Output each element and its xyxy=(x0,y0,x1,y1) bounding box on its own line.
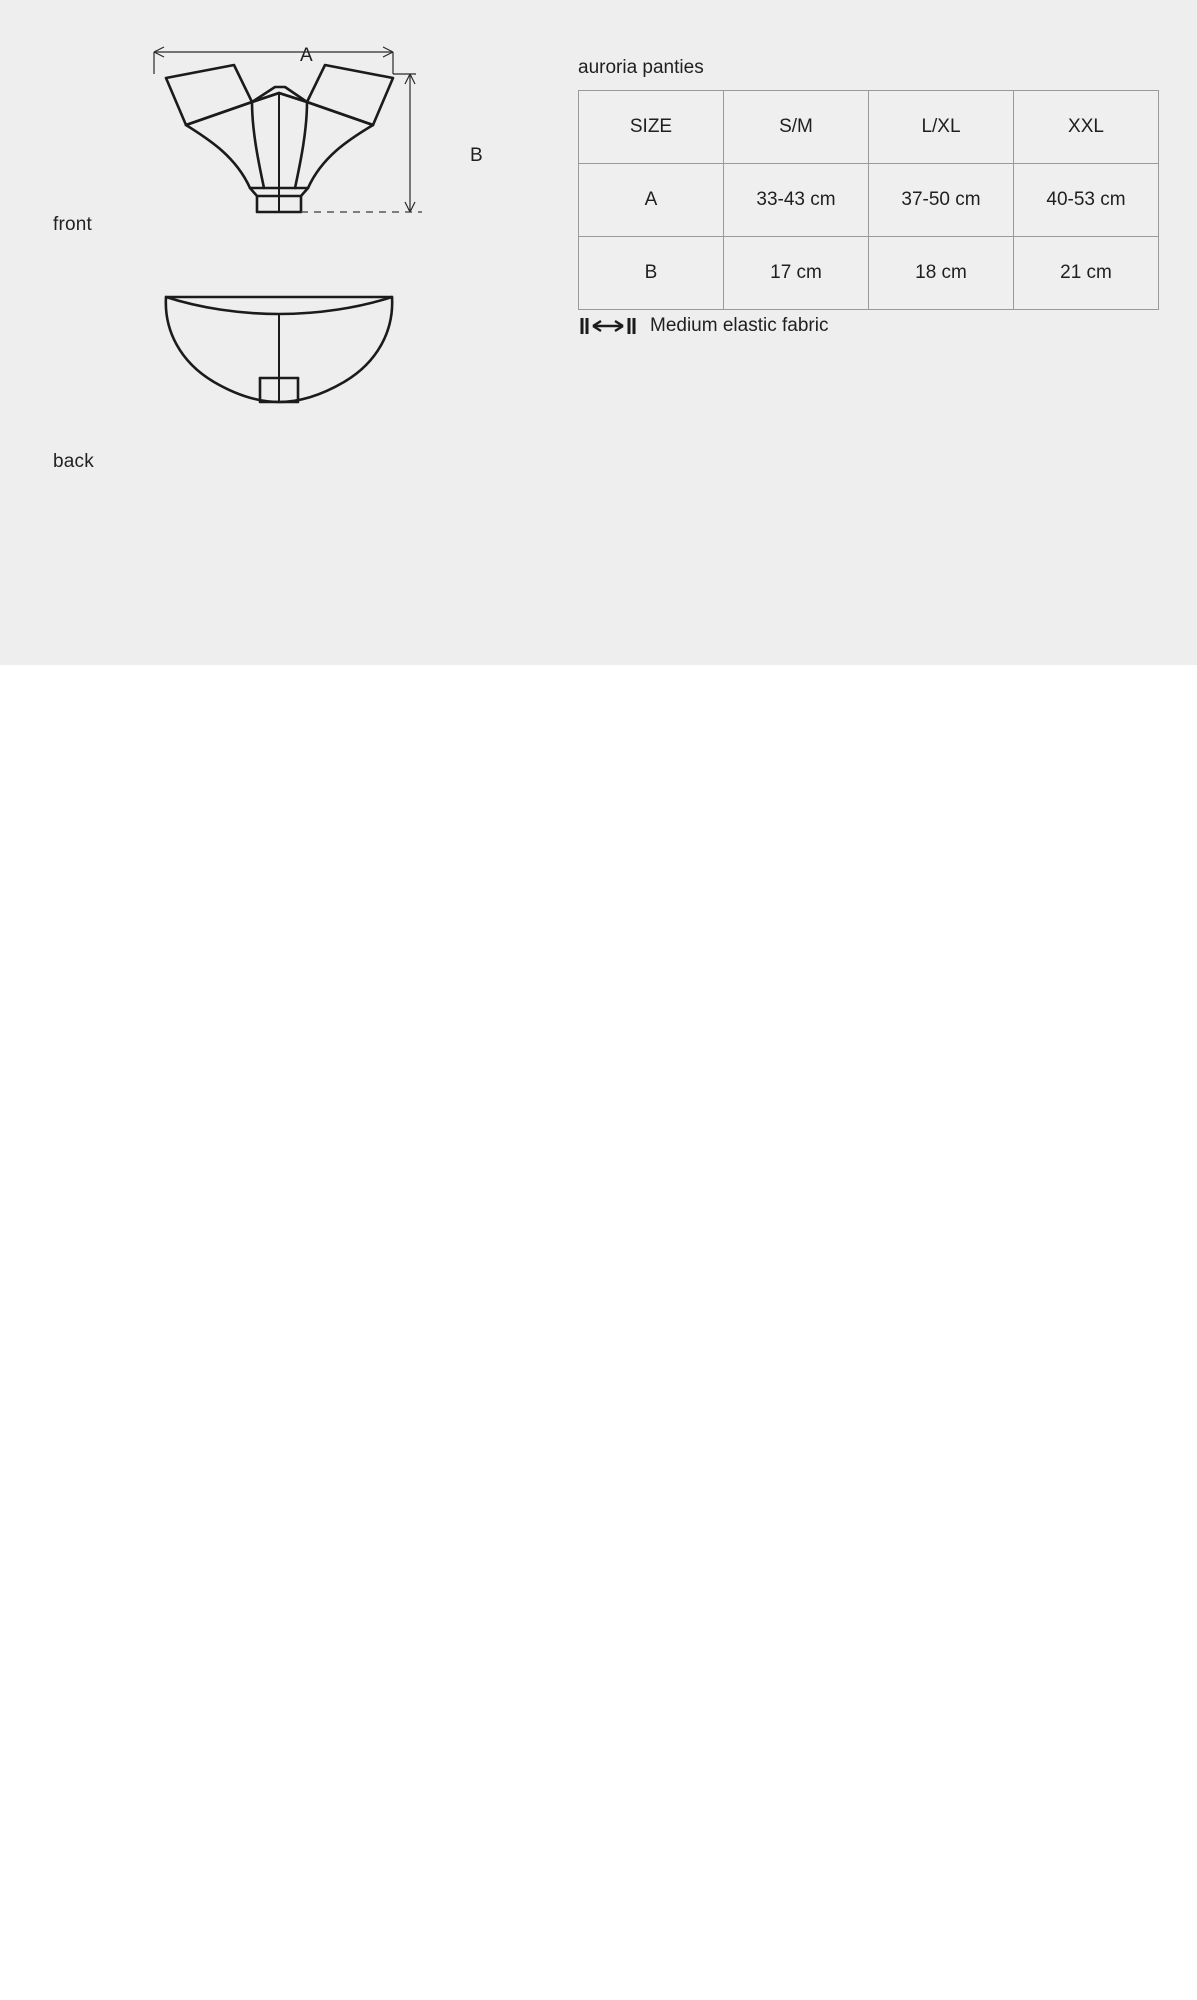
back-view-label: back xyxy=(53,451,94,472)
header-cell-size: SIZE xyxy=(579,91,724,164)
size-chart-table xyxy=(578,90,1159,310)
size-chart-panel xyxy=(0,0,1197,665)
cell-a-sm: 33-43 cm xyxy=(724,164,869,237)
panties-back-technical-drawing xyxy=(140,290,490,420)
cell-b-lxl: 18 cm xyxy=(869,237,1014,310)
cell-a-lxl: 37-50 cm xyxy=(869,164,1014,237)
table-row xyxy=(579,237,1159,310)
header-cell-xxl: XXL xyxy=(1014,91,1159,164)
fabric-note-text: Medium elastic fabric xyxy=(650,315,829,336)
fabric-note xyxy=(578,315,828,337)
panties-front-technical-drawing xyxy=(140,30,490,240)
elastic-stretch-arrow-icon xyxy=(578,315,638,337)
cell-b-xxl: 21 cm xyxy=(1014,237,1159,310)
header-cell-lxl: L/XL xyxy=(869,91,1014,164)
table-row xyxy=(579,164,1159,237)
table-header-row xyxy=(579,91,1159,164)
row-label-a: A xyxy=(579,164,724,237)
cell-b-sm: 17 cm xyxy=(724,237,869,310)
dimension-a-label: A xyxy=(300,45,313,66)
product-name: auroria panties xyxy=(578,57,704,78)
dimension-b-label: B xyxy=(470,145,483,166)
front-view-label: front xyxy=(53,214,93,235)
cell-a-xxl: 40-53 cm xyxy=(1014,164,1159,237)
row-label-b: B xyxy=(579,237,724,310)
garment-diagram-area xyxy=(0,0,560,665)
header-cell-sm: S/M xyxy=(724,91,869,164)
